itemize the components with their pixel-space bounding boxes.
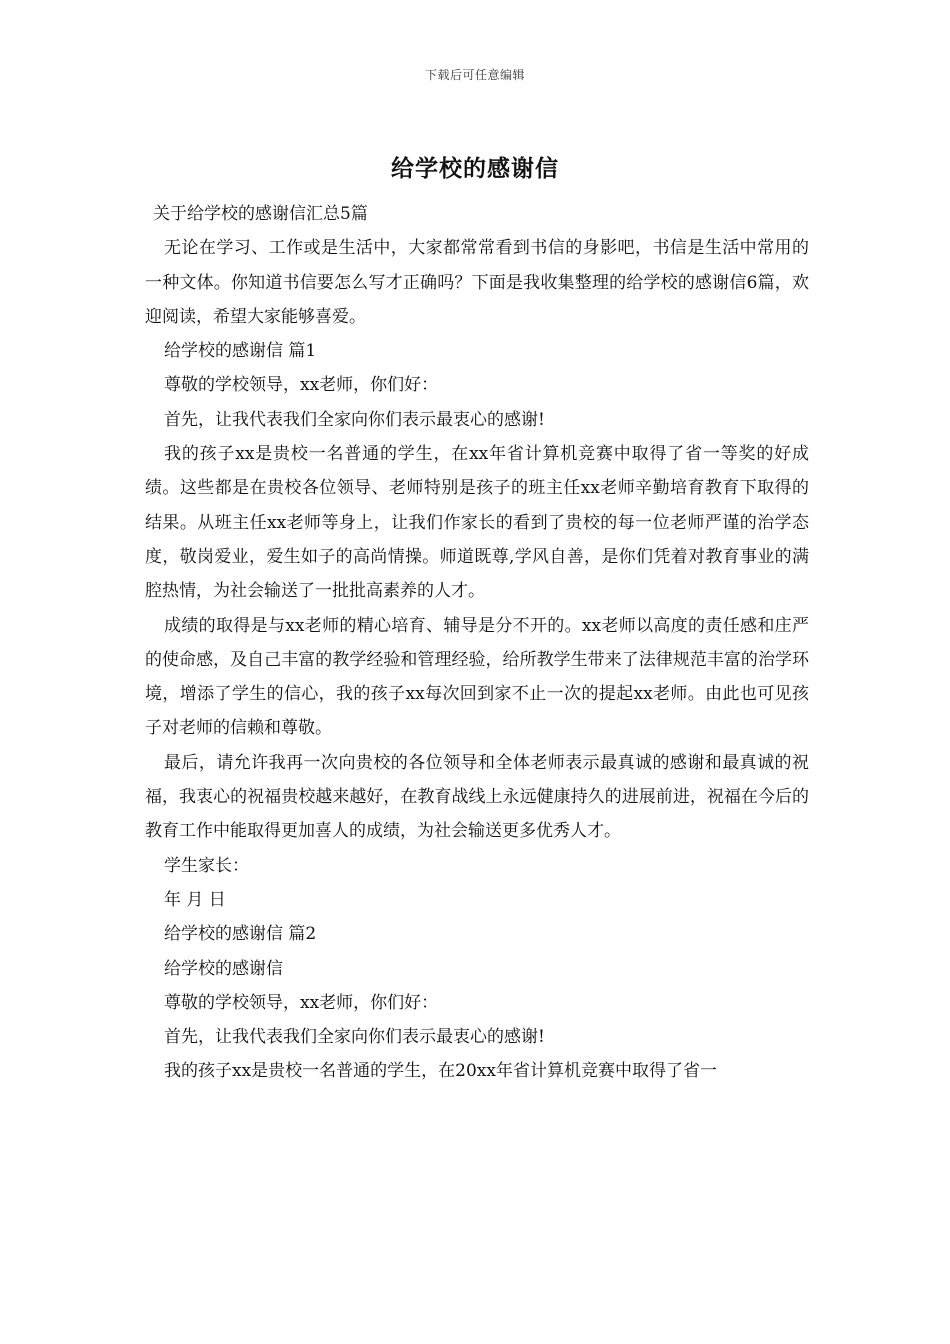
document-subtitle: 关于给学校的感谢信汇总5篇 [153,204,368,224]
paragraph: 首先，让我代表我们全家向你们表示最衷心的感谢! [164,409,545,430]
date-line: 年 月 日 [164,889,226,910]
signature-label: 学生家长： [164,855,249,876]
document-title: 给学校的感谢信 [391,155,559,182]
header-note: 下载后可任意编辑 [424,68,525,82]
letter-title: 给学校的感谢信 [164,958,283,979]
paragraph: 成绩的取得是与xx老师的精心培育、辅导是分不开的。xx老师以高度的责任感和庄严的使命感，及自己丰富的教学经验和管理经验，给所教学生带来了法律规范丰富的治学环境，增添了学生的信心，我的孩子xx每次回到家不止一次的提起xx老师。由此也可见孩子对老师的信赖和尊敬。 [145,615,809,739]
paragraph: 最后，请允许我再一次向贵校的各位领导和全体老师表示最真诚的感谢和最真诚的祝福，我衷心的祝福贵校越来越好，在教育战线上永远健康持久的进展前进，祝福在今后的教育工作中能取得更加喜人的成绩，为社会输送更多优秀人才。 [145,752,809,842]
paragraph: 无论在学习、工作或是生活中，大家都常常看到书信的身影吧，书信是生活中常用的一种文体。你知道书信要怎么写才正确吗？下面是我收集整理的给学校的感谢信6篇，欢迎阅读，希望大家能够喜爱。 [145,238,809,327]
paragraph: 我的孩子xx是贵校一名普通的学生，在xx年省计算机竞赛中取得了省一等奖的好成绩。这些都是在贵校各位领导、老师特别是孩子的班主任xx老师辛勤培育教育下取得的结果。从班主任xx老师等身上，让我们作家长的看到了贵校的每一位老师严谨的治学态度，敬岗爱业，爱生如子的高尚情操。师道既尊,学风自善，是你们凭着对教育事业的满腔热情，为社会输送了一批批高素养的人才。 [145,444,809,602]
salutation: 尊敬的学校领导，xx老师，你们好： [164,375,439,396]
paragraph: 我的孩子xx是贵校一名普通的学生，在20xx年省计算机竞赛中取得了省一 [164,1061,717,1082]
section-heading: 给学校的感谢信 篇1 [164,341,317,362]
salutation: 尊敬的学校领导，xx老师，你们好： [164,992,439,1013]
section-heading: 给学校的感谢信 篇2 [164,924,317,945]
paragraph: 首先，让我代表我们全家向你们表示最衷心的感谢! [164,1027,545,1048]
document-body [145,197,809,1089]
